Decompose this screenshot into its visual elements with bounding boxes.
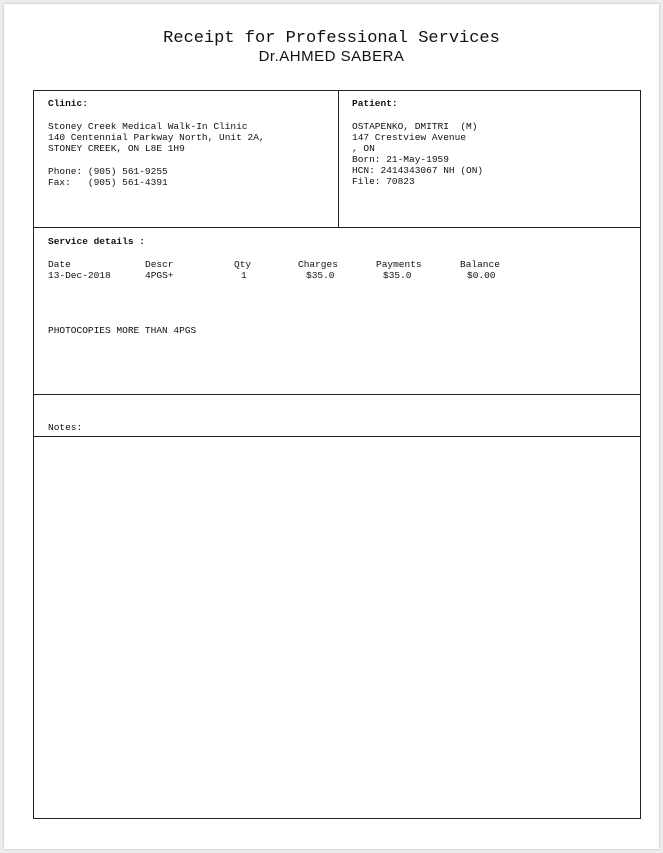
patient-born: Born: 21-May-1959: [352, 154, 449, 165]
col-qty-header: Qty: [234, 259, 252, 270]
clinic-address-1: 140 Centennial Parkway North, Unit 2A,: [48, 132, 265, 143]
clinic-patient-divider: [338, 91, 339, 227]
patient-hcn: HCN: 2414343067 NH (ON): [352, 165, 484, 176]
patient-name: OSTAPENKO, DMITRI (M): [352, 121, 478, 132]
clinic-phone: Phone: (905) 561-9255: [48, 166, 168, 177]
service-description: PHOTOCOPIES MORE THAN 4PGS: [48, 325, 197, 336]
doctor-name: Dr.AHMED SABERA: [258, 48, 405, 65]
col-descr-header: Descr: [145, 259, 174, 270]
clinic-heading: Clinic:: [48, 98, 88, 109]
receipt-frame: [33, 90, 641, 819]
col-date-header: Date: [48, 259, 71, 270]
clinic-name: Stoney Creek Medical Walk-In Clinic: [48, 121, 248, 132]
cell-descr: 4PGS+: [145, 270, 174, 281]
patient-address-2: , ON: [352, 143, 375, 154]
service-heading: Service details :: [48, 236, 145, 247]
patient-heading: Patient:: [352, 98, 398, 109]
cell-qty: 1: [241, 270, 247, 281]
patient-file: File: 70823: [352, 176, 415, 187]
clinic-fax: Fax: (905) 561-4391: [48, 177, 168, 188]
cell-date: 13-Dec-2018: [48, 270, 111, 281]
cell-charges: $35.0: [306, 270, 335, 281]
cell-balance: $0.00: [467, 270, 496, 281]
service-notes-divider: [34, 394, 640, 395]
notes-area: [34, 437, 640, 819]
cell-payments: $35.0: [383, 270, 412, 281]
patient-address-1: 147 Crestview Avenue: [352, 132, 467, 143]
notes-heading: Notes:: [48, 422, 83, 433]
clinic-address-2: STONEY CREEK, ON L8E 1H9: [48, 143, 185, 154]
receipt-title: Receipt for Professional Services: [163, 29, 500, 48]
col-balance-header: Balance: [460, 259, 500, 270]
col-payments-header: Payments: [376, 259, 422, 270]
receipt-page: [4, 4, 659, 849]
info-service-divider: [34, 227, 640, 228]
col-charges-header: Charges: [298, 259, 338, 270]
